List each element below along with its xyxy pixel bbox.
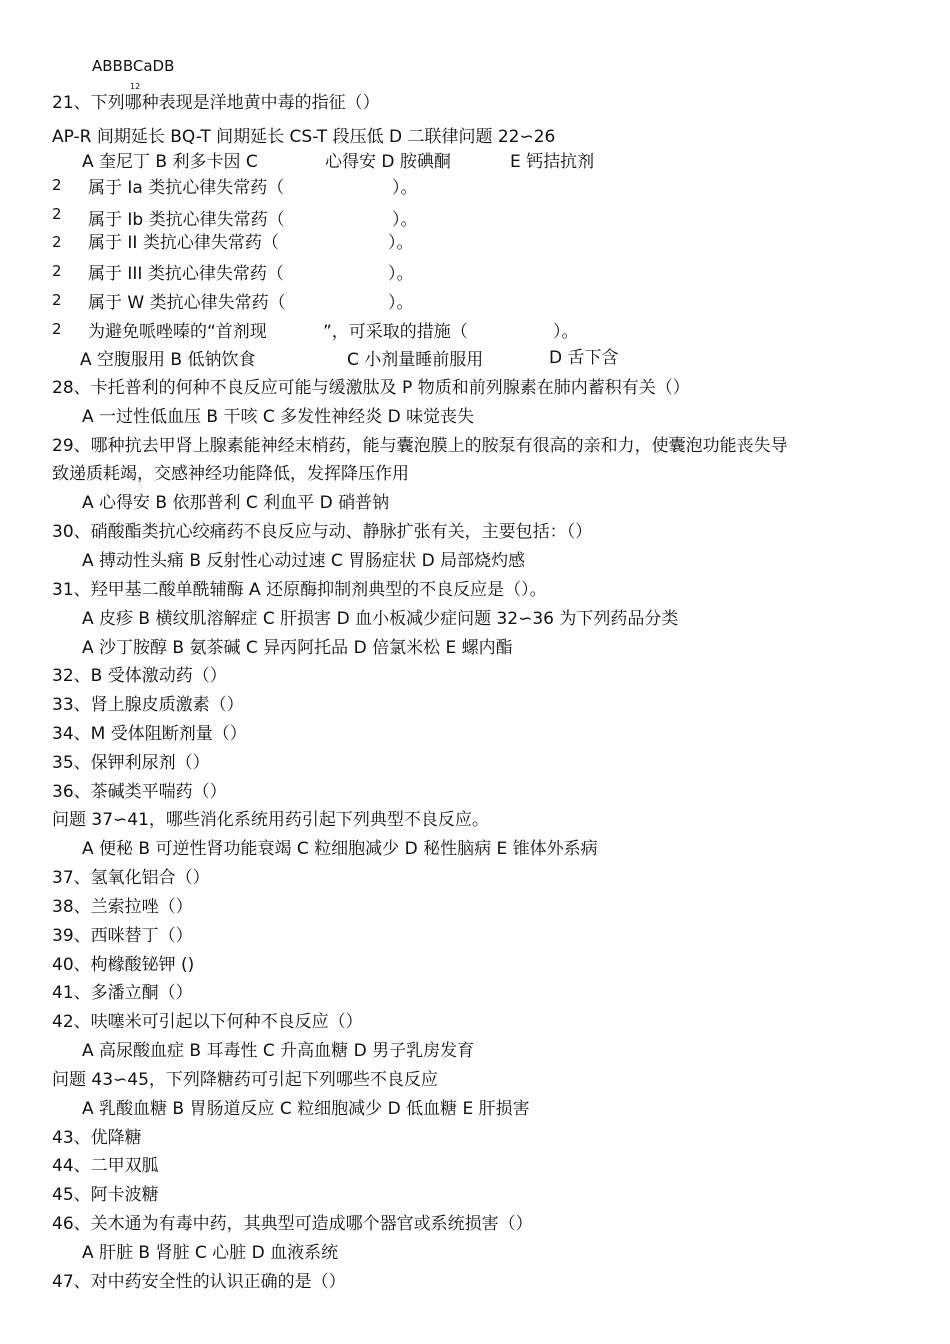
q43-45-intro: 问题 43∽45，下列降糖药可引起下列哪些不良反应 [52, 1070, 438, 1090]
sub-question: 属于 W 类抗心律失常药（ [88, 293, 286, 313]
q37-41-options: A 便秘 B 可逆性肾功能衰竭 C 粒细胞减少 D 秘性脑病 E 锥体外系病 [82, 839, 598, 859]
sub-question: 属于 II 类抗心律失常药（ [88, 233, 279, 253]
answer-key: ABBBCaDB [92, 57, 175, 75]
sub-question-number: 2 [52, 176, 62, 194]
question-42-options: A 高尿酸血症 B 耳毒性 C 升高血糖 D 男子乳房发育 [82, 1041, 475, 1061]
drug-options-c: 心得安 D 胺碘酮 [325, 152, 451, 172]
question-30-options: A 搏动性头痛 B 反射性心动过速 C 胃肠症状 D 局部烧灼感 [82, 551, 526, 571]
question-44: 44、二甲双胍 [52, 1156, 159, 1176]
question-21: 21、下列哪种表现是洋地黄中毒的指征（） [52, 93, 380, 113]
question-32: 32、B 受体激动药（） [52, 666, 227, 686]
sub-question-close: ）。 [392, 210, 418, 230]
sub-question: 属于 III 类抗心律失常药（ [88, 264, 284, 284]
drug-options-e: E 钙拮抗剂 [510, 152, 595, 172]
question-31: 31、羟甲基二酸单酰辅酶 A 还原酶抑制剂典型的不良反应是（）。 [52, 580, 547, 600]
question-39: 39、西咪替丁（） [52, 926, 193, 946]
question-46: 46、关木通为有毒中药，其典型可造成哪个器官或系统损害（） [52, 1214, 533, 1234]
sub-question: 为避免哌唑嗪的“首剂现 [88, 322, 267, 342]
sub-question-number: 2 [52, 262, 62, 280]
sub-question-close: ）。 [388, 233, 414, 253]
question-33: 33、肾上腺皮质激素（） [52, 695, 244, 715]
q43-45-options: A 乳酸血糖 B 胃肠道反应 C 粒细胞减少 D 低血糖 E 肝损害 [82, 1099, 530, 1119]
question-28: 28、卡托普利的何种不良反应可能与缓激肽及 P 物质和前列腺素在肺内蓄积有关（） [52, 378, 690, 398]
q27-options-d: D 舌下含 [549, 348, 619, 368]
question-37: 37、氢氧化铝合（） [52, 868, 210, 888]
sub-question-number: 2 [52, 233, 62, 251]
q27-options-c: C 小剂量睡前服用 [347, 350, 484, 370]
question-46-options: A 肝脏 B 肾脏 C 心脏 D 血液系统 [82, 1243, 339, 1263]
question-45: 45、阿卡波糖 [52, 1185, 159, 1205]
question-36: 36、茶碱类平喘药（） [52, 782, 227, 802]
sub-question: 属于 Ia 类抗心律失常药（ [88, 178, 285, 198]
question-43: 43、优降糖 [52, 1128, 142, 1148]
q27-options-a: A 空腹服用 B 低钠饮食 [80, 350, 256, 370]
sub-question-number: 2 [52, 291, 62, 309]
small-note: 12 [130, 82, 141, 91]
question-28-options: A 一过性低血压 B 干咳 C 多发性神经炎 D 味觉丧失 [82, 407, 475, 427]
q37-41-intro: 问题 37∽41，哪些消化系统用药引起下列典型不良反应。 [52, 810, 489, 830]
sub-question-close: ）。 [388, 293, 414, 313]
sub-question-close: ）。 [392, 178, 418, 198]
question-29-options: A 心得安 B 依那普利 C 利血平 D 硝普钠 [82, 493, 390, 513]
question-38: 38、兰索拉唑（） [52, 897, 193, 917]
question-34: 34、M 受体阻断剂量（） [52, 724, 247, 744]
question-29: 29、哪种抗去甲肾上腺素能神经末梢药，能与囊泡膜上的胺泵有很高的亲和力，使囊泡功能丧失导 [52, 436, 788, 456]
question-35: 35、保钾利尿剂（） [52, 753, 210, 773]
question-30: 30、硝酸酯类抗心绞痛药不良反应与动、静脉扩张有关，主要包括：（） [52, 522, 593, 542]
sub-question-close-2: ）。 [553, 322, 579, 342]
question-21-options: AP-R 间期延长 BQ-T 间期延长 CS-T 段压低 D 二联律问题 22∽26 [52, 127, 556, 147]
drug-options-a: A 奎尼丁 B 利多卡因 C [82, 152, 258, 172]
question-31-options: A 皮疹 B 横纹肌溶解症 C 肝损害 D 血小板减少症问题 32∽36 为下列药品分类 [82, 609, 679, 629]
sub-question: 属于 Ib 类抗心律失常药（ [88, 210, 285, 230]
question-47: 47、对中药安全性的认识正确的是（） [52, 1272, 346, 1292]
sub-question-number: 2 [52, 320, 62, 338]
q32-36-options: A 沙丁胺醇 B 氨茶碱 C 异丙阿托品 D 倍氯米松 E 螺内酯 [82, 638, 513, 658]
sub-question-close: ）。 [388, 264, 414, 284]
question-42: 42、呋噻米可引起以下何种不良反应（） [52, 1012, 363, 1032]
sub-question-close: ”，可采取的措施（ [323, 322, 468, 342]
question-40: 40、枸橼酸铋钾 () [52, 955, 195, 975]
question-29-cont: 致递质耗竭，交感神经功能降低，发挥降压作用 [52, 464, 409, 484]
question-41: 41、多潘立酮（） [52, 983, 193, 1003]
sub-question-number: 2 [52, 205, 62, 223]
